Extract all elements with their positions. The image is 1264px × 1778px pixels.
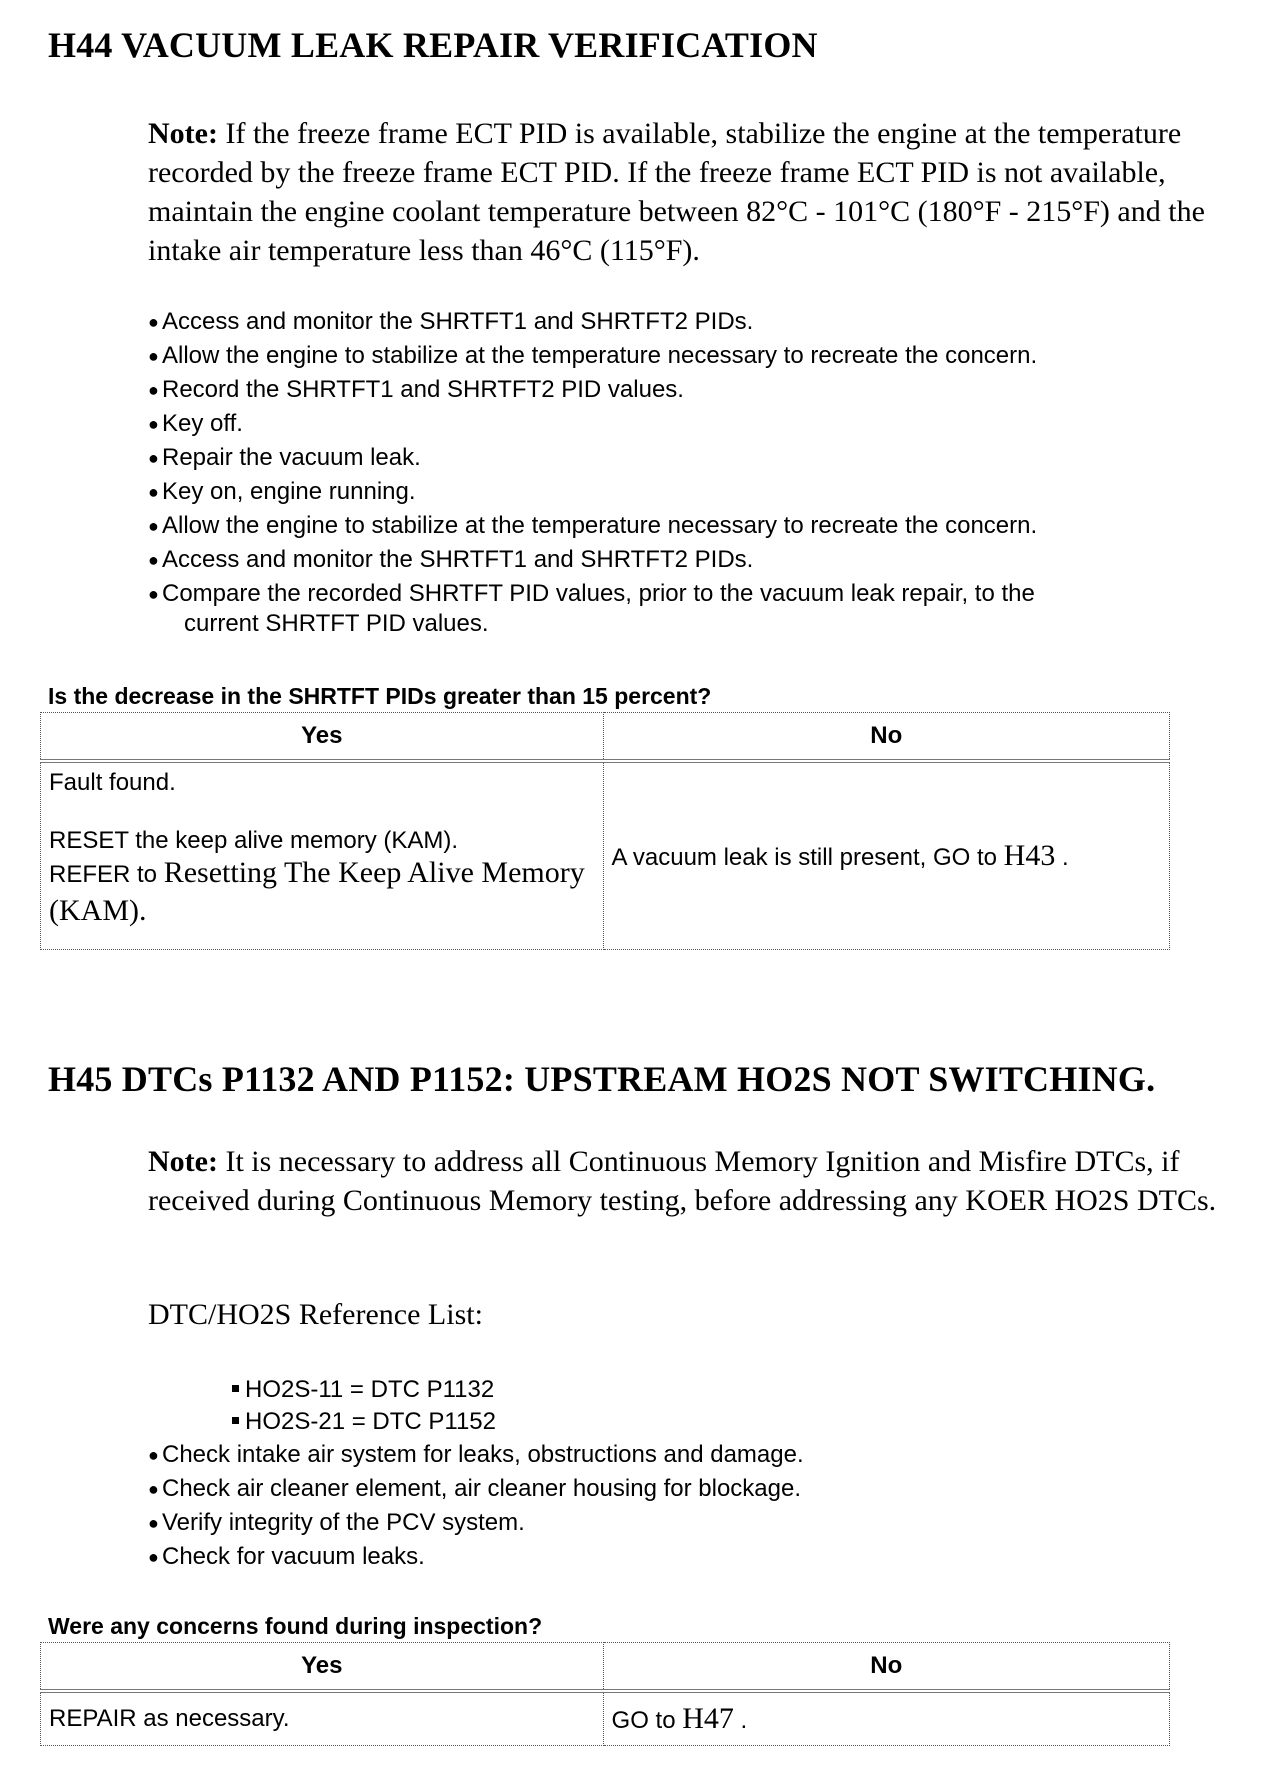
- h45-note-text: It is necessary to address all Continuous Memory Ignition and Misfire DTCs, if received during Continuous Memory testing, before addressing any KOER HO2S DTCs.: [148, 1145, 1217, 1217]
- h45-note-label: Note:: [148, 1145, 218, 1178]
- h45-title: H45 DTCs P1132 AND P1152: UPSTREAM HO2S NOT SWITCHING.: [48, 1059, 1156, 1099]
- h44-step: ● Allow the engine to stabilize at the temperature necessary to recreate the concern.: [148, 509, 1037, 543]
- bullet-icon: ●: [148, 346, 159, 366]
- bullet-icon: ●: [148, 584, 159, 604]
- reset-instruction: RESET the keep alive memory (KAM).: [49, 827, 459, 854]
- h44-note-text: If the freeze frame ECT PID is available, stabilize the engine at the temperature recorded by the freeze frame ECT PID. If the freeze frame ECT PID is not available, maintain the engine coolant temperature between 82°C - 101°C (180°F - 215°F) and the intake air temperature less than 46°C (115°F).: [148, 117, 1205, 267]
- bullet-icon: ●: [148, 380, 159, 400]
- h44-note: [148, 114, 1248, 270]
- no-header: No: [603, 713, 1169, 762]
- bullet-icon: ●: [148, 414, 159, 434]
- h45-no-cell: GO to H47 .: [603, 1691, 1169, 1745]
- h44-title: H44 VACUUM LEAK REPAIR VERIFICATION: [48, 25, 818, 65]
- h44-note-label: Note:: [148, 117, 218, 150]
- kam-reset-link[interactable]: Resetting The Keep Alive Memory (KAM): [49, 856, 585, 927]
- h44-step: ● Repair the vacuum leak.: [148, 441, 1037, 475]
- h44-step: ● Key on, engine running.: [148, 475, 1037, 509]
- square-bullet-icon: [232, 1417, 239, 1424]
- h45-yes-cell: REPAIR as necessary.: [41, 1691, 604, 1745]
- h44-yes-cell: [41, 761, 604, 949]
- h45-note: [148, 1142, 1248, 1220]
- reference-list-title: DTC/HO2S Reference List:: [148, 1298, 483, 1331]
- bullet-icon: ●: [148, 482, 159, 502]
- h44-no-cell: A vacuum leak is still present, GO to H43 .: [603, 761, 1169, 949]
- h45-question: Were any concerns found during inspection?: [48, 1613, 543, 1639]
- h44-step: ● Access and monitor the SHRTFT1 and SHRTFT2 PIDs.: [148, 305, 1037, 339]
- h44-question: Is the decrease in the SHRTFT PIDs greater than 15 percent?: [48, 683, 712, 709]
- yes-header: Yes: [41, 713, 604, 762]
- square-bullet-icon: [232, 1385, 239, 1392]
- h45-answer-table: [40, 1642, 1170, 1746]
- no-header: No: [603, 1643, 1169, 1692]
- reference-item: HO2S-21 = DTC P1152: [232, 1406, 496, 1438]
- h44-answer-table: [40, 712, 1170, 950]
- h45-step: ● Check air cleaner element, air cleaner housing for blockage.: [148, 1472, 804, 1506]
- reference-item: HO2S-11 = DTC P1132: [232, 1374, 496, 1406]
- bullet-icon: ●: [148, 312, 159, 332]
- bullet-icon: ●: [148, 1479, 159, 1499]
- fault-found-text: Fault found.: [49, 769, 176, 796]
- bullet-icon: ●: [148, 516, 159, 536]
- h44-steps: [148, 305, 1037, 641]
- h45-step: ● Check intake air system for leaks, obstructions and damage.: [148, 1438, 804, 1472]
- bullet-icon: ●: [148, 1513, 159, 1533]
- yes-header: Yes: [41, 1643, 604, 1692]
- h44-step: ● Record the SHRTFT1 and SHRTFT2 PID values.: [148, 373, 1037, 407]
- bullet-icon: ●: [148, 1547, 159, 1567]
- h44-step: ● Compare the recorded SHRTFT PID values, prior to the vacuum leak repair, to the current SHRTFT PID values.: [148, 577, 1037, 641]
- bullet-icon: ●: [148, 448, 159, 468]
- h45-step: ● Verify integrity of the PCV system.: [148, 1506, 804, 1540]
- bullet-icon: ●: [148, 550, 159, 570]
- reference-list: [232, 1374, 496, 1438]
- refer-instruction: REFER to Resetting The Keep Alive Memory (KAM).: [49, 856, 585, 927]
- h44-step: ● Access and monitor the SHRTFT1 and SHRTFT2 PIDs.: [148, 543, 1037, 577]
- h43-link[interactable]: H43: [1003, 838, 1056, 872]
- bullet-icon: ●: [148, 1445, 159, 1465]
- h45-steps: [148, 1438, 804, 1574]
- h44-step: ● Key off.: [148, 407, 1037, 441]
- h45-step: ● Check for vacuum leaks.: [148, 1540, 804, 1574]
- h44-step: ● Allow the engine to stabilize at the temperature necessary to recreate the concern.: [148, 339, 1037, 373]
- h47-link[interactable]: H47: [682, 1701, 734, 1735]
